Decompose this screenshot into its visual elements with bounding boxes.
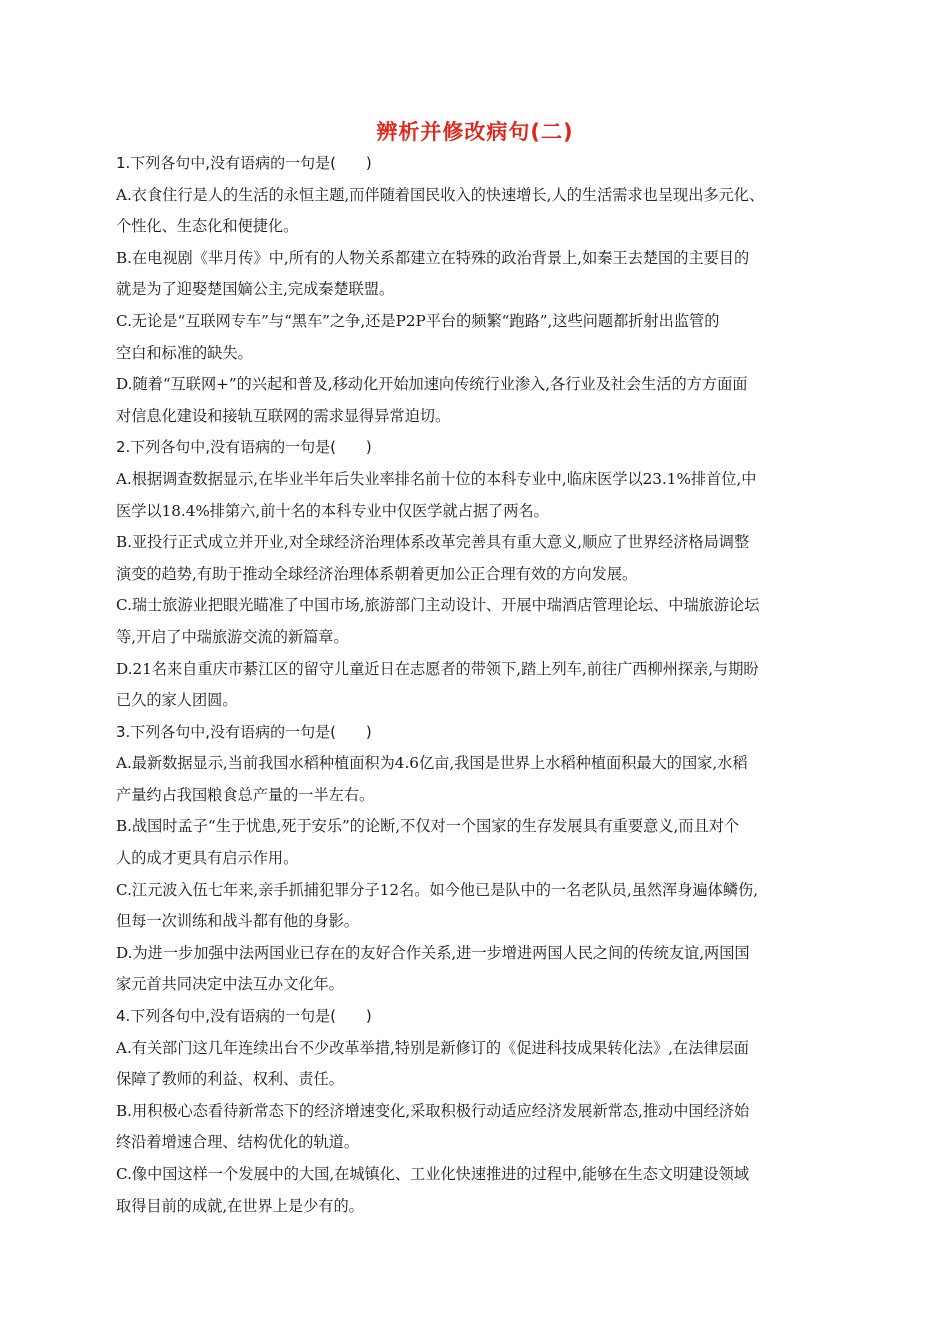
text-line: D.为进一步加强中法两国业已存在的友好合作关系,进一步增进两国人民之间的传统友谊,两国国 [116, 943, 750, 962]
text-line: 对信息化建设和接轨互联网的需求显得异常迫切。 [116, 406, 451, 425]
text-line: D.21名来自重庆市綦江区的留守儿童近日在志愿者的带领下,踏上列车,前往广西柳州探亲,与期盼 [116, 659, 759, 678]
text-line: 已久的家人团圆。 [116, 691, 238, 710]
text-line: 保障了教师的利益、权利、责任。 [116, 1070, 344, 1089]
text-line: 就是为了迎娶楚国嫡公主,完成秦楚联盟。 [116, 280, 395, 299]
text-line: B.用积极心态看待新常态下的经济增速变化,采取积极行动适应经济发展新常态,推动中国经济始 [116, 1101, 750, 1120]
text-line: 等,开启了中瑞旅游交流的新篇章。 [116, 627, 349, 646]
text-line: 取得目前的成就,在世界上是少有的。 [116, 1196, 364, 1215]
text-line: 演变的趋势,有助于推动全球经济治理体系朝着更加公正合理有效的方向发展。 [116, 564, 638, 583]
question-stem: 2.下列各句中,没有语病的一句是( ) [116, 438, 372, 457]
text-line: 空白和标准的缺失。 [116, 343, 253, 362]
text-line: 人的成才更具有启示作用。 [116, 849, 299, 868]
text-line: C.瑞士旅游业把眼光瞄准了中国市场,旅游部门主动设计、开展中瑞酒店管理论坛、中瑞旅游论坛 [116, 596, 760, 615]
text-line: D.随着“互联网+”的兴起和普及,移动化开始加速向传统行业渗入,各行业及社会生活的方方面面 [116, 375, 748, 394]
text-line: 个性化、生态化和便捷化。 [116, 217, 299, 236]
text-line: 家元首共同决定中法互办文化年。 [116, 975, 344, 994]
text-line: 终沿着增速合理、结构优化的轨道。 [116, 1133, 359, 1152]
text-line: 医学以18.4%排第六,前十名的本科专业中仅医学就占据了两名。 [116, 501, 549, 520]
text-line: A.有关部门这几年连续出台不少改革举措,特别是新修订的《促进科技成果转化法》,在法律层面 [116, 1038, 749, 1057]
question-stem: 4.下列各句中,没有语病的一句是( ) [116, 1007, 372, 1026]
question-list [116, 148, 838, 1222]
text-line: B.战国时孟子“生于忧患,死于安乐”的论断,不仅对一个国家的生存发展具有重要意义,而且对个 [116, 817, 740, 836]
text-line: C.江元波入伍七年来,亲手抓捕犯罪分子12名。如今他已是队中的一名老队员,虽然浑身遍体鳞伤, [116, 880, 759, 899]
text-line: A.根据调查数据显示,在毕业半年后失业率排名前十位的本科专业中,临床医学以23.1%排首位,中 [116, 469, 757, 488]
text-line: A.衣食住行是人的生活的永恒主题,而伴随着国民收入的快速增长,人的生活需求也呈现出多元化、 [116, 185, 765, 204]
text-line: 产量约占我国粮食总产量的一半左右。 [116, 785, 375, 804]
text-line: C.无论是“互联网专车”与“黑车”之争,还是P2P平台的频繁“跑路”,这些问题都折射出监管的 [116, 311, 720, 330]
text-line: C.像中国这样一个发展中的大国,在城镇化、工业化快速推进的过程中,能够在生态文明建设领域 [116, 1165, 750, 1183]
question-stem: 1.下列各句中,没有语病的一句是( ) [116, 154, 372, 172]
text-line: B.在电视剧《芈月传》中,所有的人物关系都建立在特殊的政治背景上,如秦王去楚国的主要目的 [116, 248, 750, 267]
text-line: B.亚投行正式成立并开业,对全球经济治理体系改革完善具有重大意义,顺应了世界经济格局调整 [116, 533, 750, 552]
document-title: 辨析并修改病句(二) [376, 120, 574, 144]
text-line: A.最新数据显示,当前我国水稻种植面积为4.6亿亩,我国是世界上水稻种植面积最大的国家,水稻 [116, 754, 748, 773]
text-line: 但每一次训练和战斗都有他的身影。 [116, 912, 359, 931]
question-stem: 3.下列各句中,没有语病的一句是( ) [116, 722, 372, 741]
